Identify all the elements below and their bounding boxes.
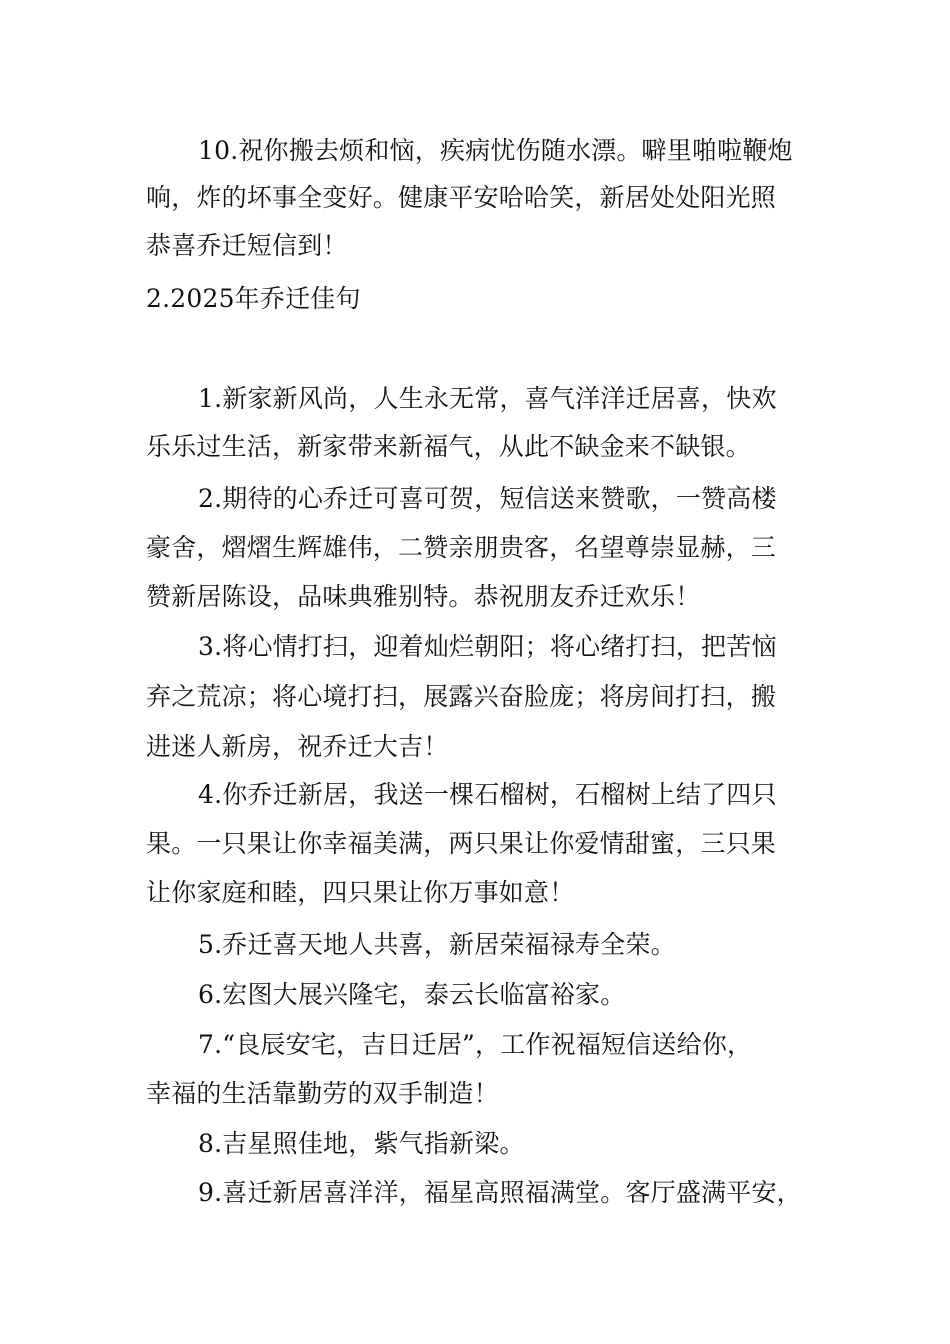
paragraph-line: 4.你乔迁新居，我送一棵石榴树，石榴树上结了四只 — [198, 780, 777, 809]
paragraph-line: 进迷人新房，祝乔迁大吉！ — [146, 732, 449, 761]
paragraph-line: 恭喜乔迁短信到！ — [146, 231, 348, 260]
paragraph-line: 赞新居陈设，品味典雅别特。恭祝朋友乔迁欢乐！ — [146, 582, 701, 611]
paragraph-line: 果。一只果让你幸福美满，两只果让你爱情甜蜜，三只果 — [146, 829, 777, 858]
paragraph-line: 1.新家新风尚，人生永无常，喜气洋洋迁居喜，快欢 — [198, 384, 777, 413]
paragraph-line: 8.吉星照佳地，紫气指新梁。 — [198, 1129, 525, 1158]
paragraph-line: 6.宏图大展兴隆宅，泰云长临富裕家。 — [198, 980, 626, 1009]
paragraph-line: 弃之荒凉；将心境打扫，展露兴奋脸庞；将房间打扫，搬 — [146, 682, 777, 711]
paragraph-line: 乐乐过生活，新家带来新福气，从此不缺金来不缺银。 — [146, 432, 751, 461]
paragraph-line: 响，炸的坏事全变好。健康平安哈哈笑，新居处处阳光照 — [146, 183, 777, 212]
paragraph-line: 让你家庭和睦，四只果让你万事如意！ — [146, 878, 575, 907]
paragraph-line: 5.乔迁喜天地人共喜，新居荣福禄寿全荣。 — [198, 930, 676, 959]
paragraph-line: 2.期待的心乔迁可喜可贺，短信送来赞歌，一赞高楼 — [198, 484, 777, 513]
paragraph-line: 3.将心情打扫，迎着灿烂朝阳；将心绪打扫，把苦恼 — [198, 632, 777, 661]
paragraph-line: 10.祝你搬去烦和恼，疾病忧伤随水漂。噼里啪啦鞭炮 — [198, 136, 793, 165]
section-heading: 2.2025年乔迁佳句 — [146, 284, 361, 313]
paragraph-line: 7.“良辰安宅，吉日迁居”，工作祝福短信送给你， — [198, 1030, 753, 1059]
paragraph-line: 幸福的生活靠勤劳的双手制造！ — [146, 1079, 499, 1108]
paragraph-line: 9.喜迁新居喜洋洋，福星高照福满堂。客厅盛满平安， — [198, 1178, 802, 1207]
paragraph-line: 豪舍，熠熠生辉雄伟，二赞亲朋贵客，名望尊崇显赫，三 — [146, 533, 777, 562]
